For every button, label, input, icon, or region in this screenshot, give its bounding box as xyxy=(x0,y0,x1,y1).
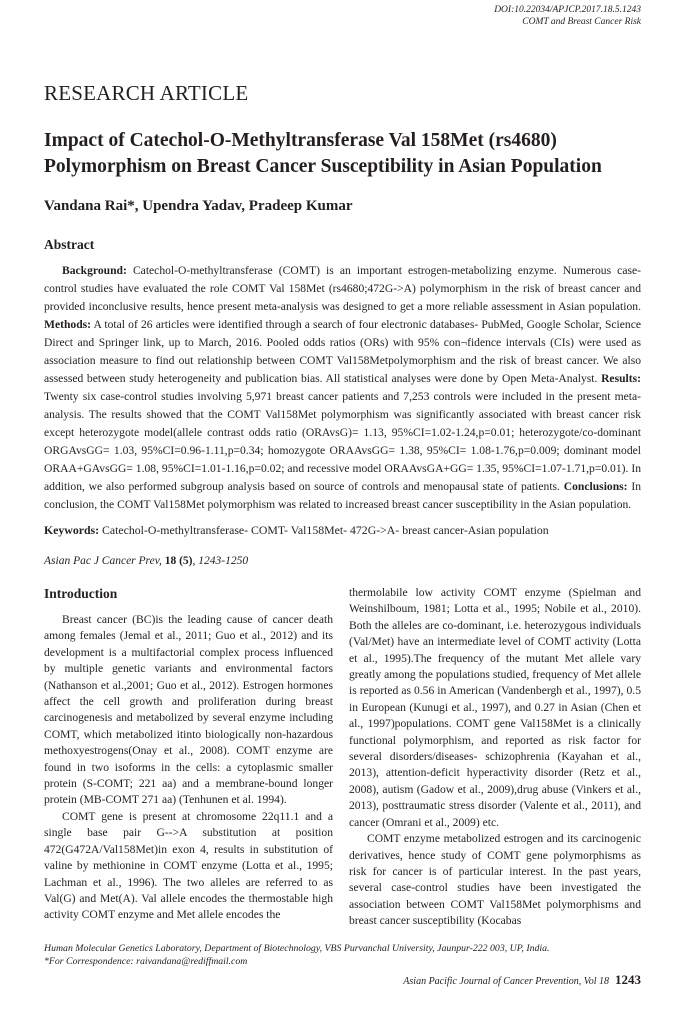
doi: DOI:10.22034/APJCP.2017.18.5.1243 xyxy=(494,5,641,15)
correspondence: *For Correspondence: raivandana@rediffmail.com xyxy=(44,955,248,967)
running-title: COMT and Breast Cancer Risk xyxy=(522,17,641,27)
methods-text: A total of 26 articles were identified through a search of four electronic databases- PubMed, Google Scholar, Science Direct and Springer link, up to March, 2016. Pooled odds ratios (ORs) with 95% con¬fidence intervals (CIs) were used as association measure to find out relationship between COMT Val158Metpolymorphism and the risk of breast cancer. We also assessed between study heterogeneity and publication bias. All statistical analyses were done by Open Meta-Analyst. xyxy=(44,318,641,385)
footnote xyxy=(44,942,641,968)
right-column xyxy=(349,585,641,930)
citation-journal: Asian Pac J Cancer Prev, xyxy=(44,555,162,567)
abstract-heading: Abstract xyxy=(44,237,95,252)
citation-volume: 18 (5) xyxy=(164,555,193,567)
affiliation: Human Molecular Genetics Laboratory, Department of Biotechnology, VBS Purvanchal University, Jaunpur-222 003, UP, India. xyxy=(44,942,550,954)
left-column xyxy=(44,585,333,930)
keywords xyxy=(44,522,641,538)
running-header xyxy=(44,4,641,28)
results-label: Results: xyxy=(601,372,641,385)
page-number: 1243 xyxy=(615,971,641,987)
paragraph: thermolabile low activity COMT enzyme (Spielman and Weinshilboum, 1981; Lotta et al., 1995; Nobile et al., 2010). Both the alleles are co-dominant, i.e. heterozygous individuals (Val/Met) have an intermediate level of COMT activity (Lotta et al., 1995).The frequency of the mutant Met allele vary greatly among the populations studied, frequency of Met allele is reported as 0.56 in American (Vandenbergh et al., 1997), 0.5 in European (Kunugi et al., 1997), and 0.27 in Asian (Chen et al., 1997)populations. COMT gene Val158Met is a clinically functional polymorphism, and reported as risk factor for several disorders/diseases- schizophrenia (Kayahan et al., 2013), attention-deficit hyperactivity disorder (Retz et al., 2008), autism (Gadow et al., 2009),drug abuse (Vinkers et al., 2013), posttraumatic stress disorder (Valente et al., 2011), and cancer (Omrani et al., 2009) etc. xyxy=(349,586,641,829)
article-type: RESEARCH ARTICLE xyxy=(44,81,249,105)
paragraph: COMT gene is present at chromosome 22q11.1 and a single base pair G-->A substitution at position 472(G472A/Val158Met)in exon 4, results in substitution of valine by methionine in COMT enzyme (Lotta et al., 1995; Lachman et al., 1996). The two alleles are referred to as Val(G) and Met(A). Val allele encodes the thermostable high activity COMT enzyme and Met allele encodes the xyxy=(44,809,333,922)
citation-pages: , 1243-1250 xyxy=(192,555,249,567)
background-label: Background: xyxy=(62,264,127,277)
results-text: Twenty six case-control studies involving 5,971 breast cancer patients and 7,253 controls were included in the present meta-analysis. The results showed that the COMT Val158Met polymorphism was significantly associated with breast cancer risk except heterozygote model(allele contrast odds ratio (ORAvsG)= 1.13, 95%CI=1.02-1.24,p=0.01; heterozygote/co-dominant ORGAvsGG= 1.03, 95%CI=0.96-1.11,p=0.34; homozygote ORAAvsGG= 1.38, 95%CI= 1.08-1.76,p=0.009; dominant model ORAA+GAvsGG= 1.08, 95%CI=1.01-1.16,p=0.02; and recessive model ORAAvsGA+GG= 1.35, 95%CI=1.07-1.71,p=0.01). In addition, we also performed subgroup analysis based on source of controls and menopausal state of patients. xyxy=(44,390,641,493)
conclusions-label: Conclusions: xyxy=(563,480,628,493)
keywords-text: Catechol-O-methyltransferase- COMT- Val158Met- 472G->A- breast cancer-Asian population xyxy=(99,523,549,537)
abstract-body xyxy=(44,262,641,514)
authors: Vandana Rai*, Upendra Yadav, Pradeep Kumar xyxy=(44,198,353,214)
page-footer xyxy=(44,972,641,989)
background-text: Catechol-O-methyltransferase (COMT) is an important estrogen-metabolizing enzyme. Numerous case-control studies have evaluated the role COMT Val 158Met (rs4680;472G->A) polymorphism in the risk of breast cancer and provided inconclusive results, hence present meta-analysis was designed to get a more reliable assessment in Asian population. xyxy=(44,264,641,313)
article-title: Impact of Catechol-O-Methyltransferase Val 158Met (rs4680) Polymorphism on Breast Cancer Susceptibility in Asian Population xyxy=(44,130,602,177)
introduction-heading: Introduction xyxy=(44,586,118,601)
keywords-label: Keywords: xyxy=(44,523,100,537)
paragraph: Breast cancer (BC)is the leading cause of cancer death among females (Jemal et al., 2011; Guo et al., 2012) and its development is a multifactorial complex process influenced by multiple genetic variants and environmental factors (Nathanson et al.,2001; Guo et al., 2012). Estrogen hormones affect the cell growth and proliferation during breast carcinogenesis and metabolized by several enzyme including COMT, which metabolized itinto biologically non-hazardous methoxyestrogens(Onay et al., 2008). COMT enzyme are found in two isoforms in the cells: a cytoplasmic smaller protein (S-COMT; 221 aa) and a membrane-bound longer protein (MB-COMT 271 aa) (Tenhunen et al. 1994). xyxy=(44,613,333,807)
footer-journal: Asian Pacific Journal of Cancer Prevention, Vol 18 xyxy=(403,975,609,987)
paragraph: COMT enzyme metabolized estrogen and its carcinogenic derivatives, hence study of COMT gene polymorphisms as risk for cancer is of particular interest. In the past years, several case-control studies have been investigated the association between COMT Val158Met polymorphisms and breast cancer susceptibility (Kocabas xyxy=(349,832,641,928)
citation xyxy=(44,554,641,569)
body-columns xyxy=(44,585,641,930)
methods-label: Methods: xyxy=(44,318,92,331)
conclusions-text: In conclusion, the COMT Val158Met polymorphism was related to increased breast cancer susceptibility in the Asian population. xyxy=(44,480,641,511)
